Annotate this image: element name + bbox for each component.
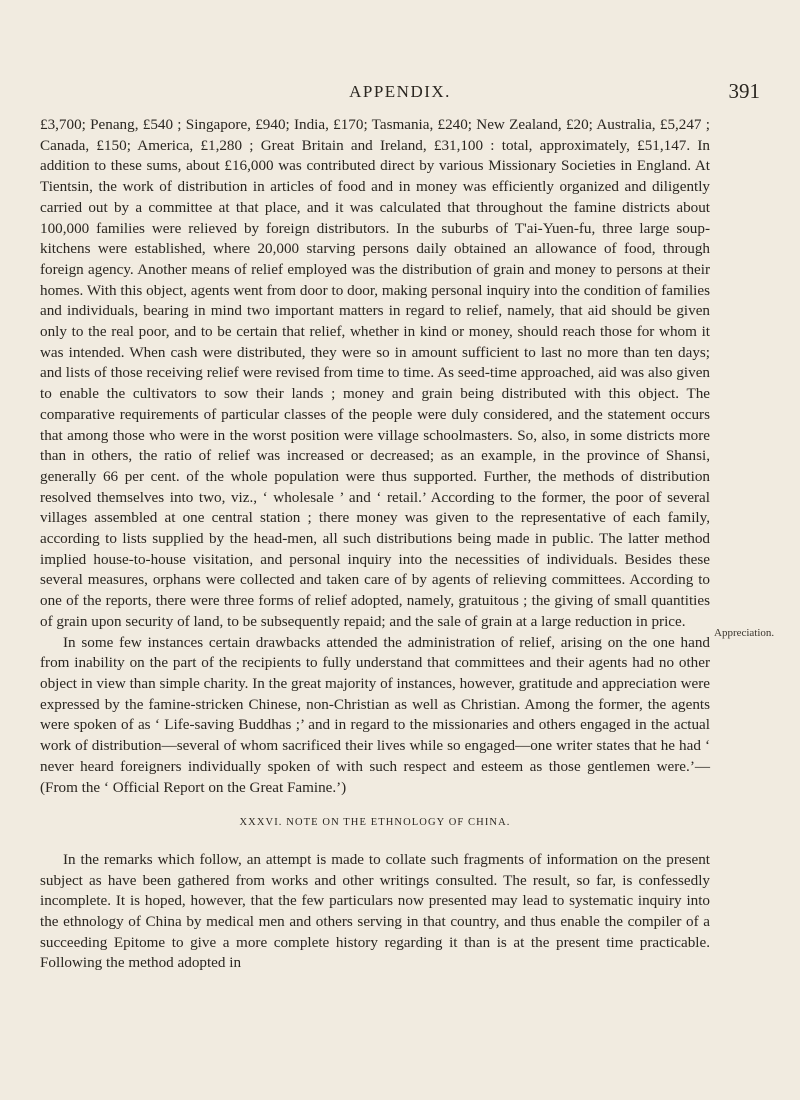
running-title: APPENDIX. xyxy=(349,82,451,101)
running-head xyxy=(40,79,760,106)
paragraph-famine-relief: £3,700; Penang, £540 ; Singapore, £940; India, £170; Tasmania, £240; New Zealand, £20; Australia, £5,247 ; Canada, £150; America, £1,280 ; Great Britain and Ireland, £31,100 : total, approximately, £51,147. In addition to these sums, about £16,000 was contributed direct by various Missionary Societies in England. At Tientsin, the work of distribution in articles of food and in money was efficiently organized and diligently carried out by a committee at that place, and it was calculated that throughout the famine districts about 100,000 families were relieved by foreign distributors. In the suburbs of T'ai-Yuen-fu, three large soup-kitchens were established, where 20,000 starving persons daily obtained an allowance of food, through foreign agency. Another means of relief employed was the distribution of grain and money to persons at their homes. With this object, agents went from door to door, making personal inquiry into the condition of families and individuals, bearing in mind two important matters in regard to relief, namely, that aid should be given only to the real poor, and to be certain that relief, whether in kind or money, should reach those for whom it was intended. When cash were distributed, they were so in amount sufficient to last no more than ten days; and lists of those receiving relief were revised from time to time. As seed-time approached, aid was also given to enable the cultivators to sow their lands ; money and grain being distributed with this object. The comparative requirements of particular classes of the people were duly considered, and the statement occurs that among those who were in the worst position were village schoolmasters. So, also, in some districts more than in others, the ratio of relief was increased or decreased; as an example, in the province of Shansi, generally 66 per cent. of the whole population were thus supported. Further, the methods of distribution resolved themselves into two, viz., ‘ wholesale ’ and ‘ retail.’ According to the former, the poor of several villages assembled at one central station ; there money was given to the representative of each family, according to lists supplied by the head-men, all such distributions being made in public. The latter method implied house-to-house visitation, and personal inquiry into the necessities of individuals. Besides these several measures, orphans were collected and taken care of by agents of relieving committees. According to one of the reports, there were three forms of relief adopted, namely, gratuitous ; the giving of small quantities of grain upon security of land, to be subsequently repaid; and the sale of grain at a large reduction in price. xyxy=(40,116,710,630)
page-number: 391 xyxy=(728,79,760,103)
paragraph-appreciation: In some few instances certain drawbacks attended the administration of relief, arising on the one hand from inability on the part of the recipients to fully understand that committees and their agents had no other object in view than simple charity. In the great majority of instances, however, gratitude and appreciation were expressed by the famine-stricken Chinese, non-Christian as well as Christian. Among the former, the agents were spoken of as ‘ Life-saving Buddhas ;’ and in regard to the missionaries and others engaged in the actual work of distribution—several of whom sacrificed their lives while so engaged—one writer states that he had ‘ never heard foreigners individually spoken of with such respect and esteem as those gentlemen were.’—(From the ‘ Official Report on the Great Famine.’) xyxy=(40,633,710,796)
page-body xyxy=(40,115,710,974)
paragraph-ethnology: In the remarks which follow, an attempt is made to collate such fragments of information on the present subject as have been gathered from works and other writings consulted. The result, so far, is confessedly incomplete. It is hoped, however, that the few particulars now presented may lead to systematic inquiry into the ethnology of China by medical men and others serving in that country, and thus enable the compiler of a succeeding Epitome to give a more complete history regarding it than is at the present time practicable. Following the method adopted in xyxy=(40,850,710,972)
section-heading: XXXVI. NOTE ON THE ETHNOLOGY OF CHINA. xyxy=(239,817,511,829)
margin-note: Appreciation. xyxy=(714,627,775,639)
